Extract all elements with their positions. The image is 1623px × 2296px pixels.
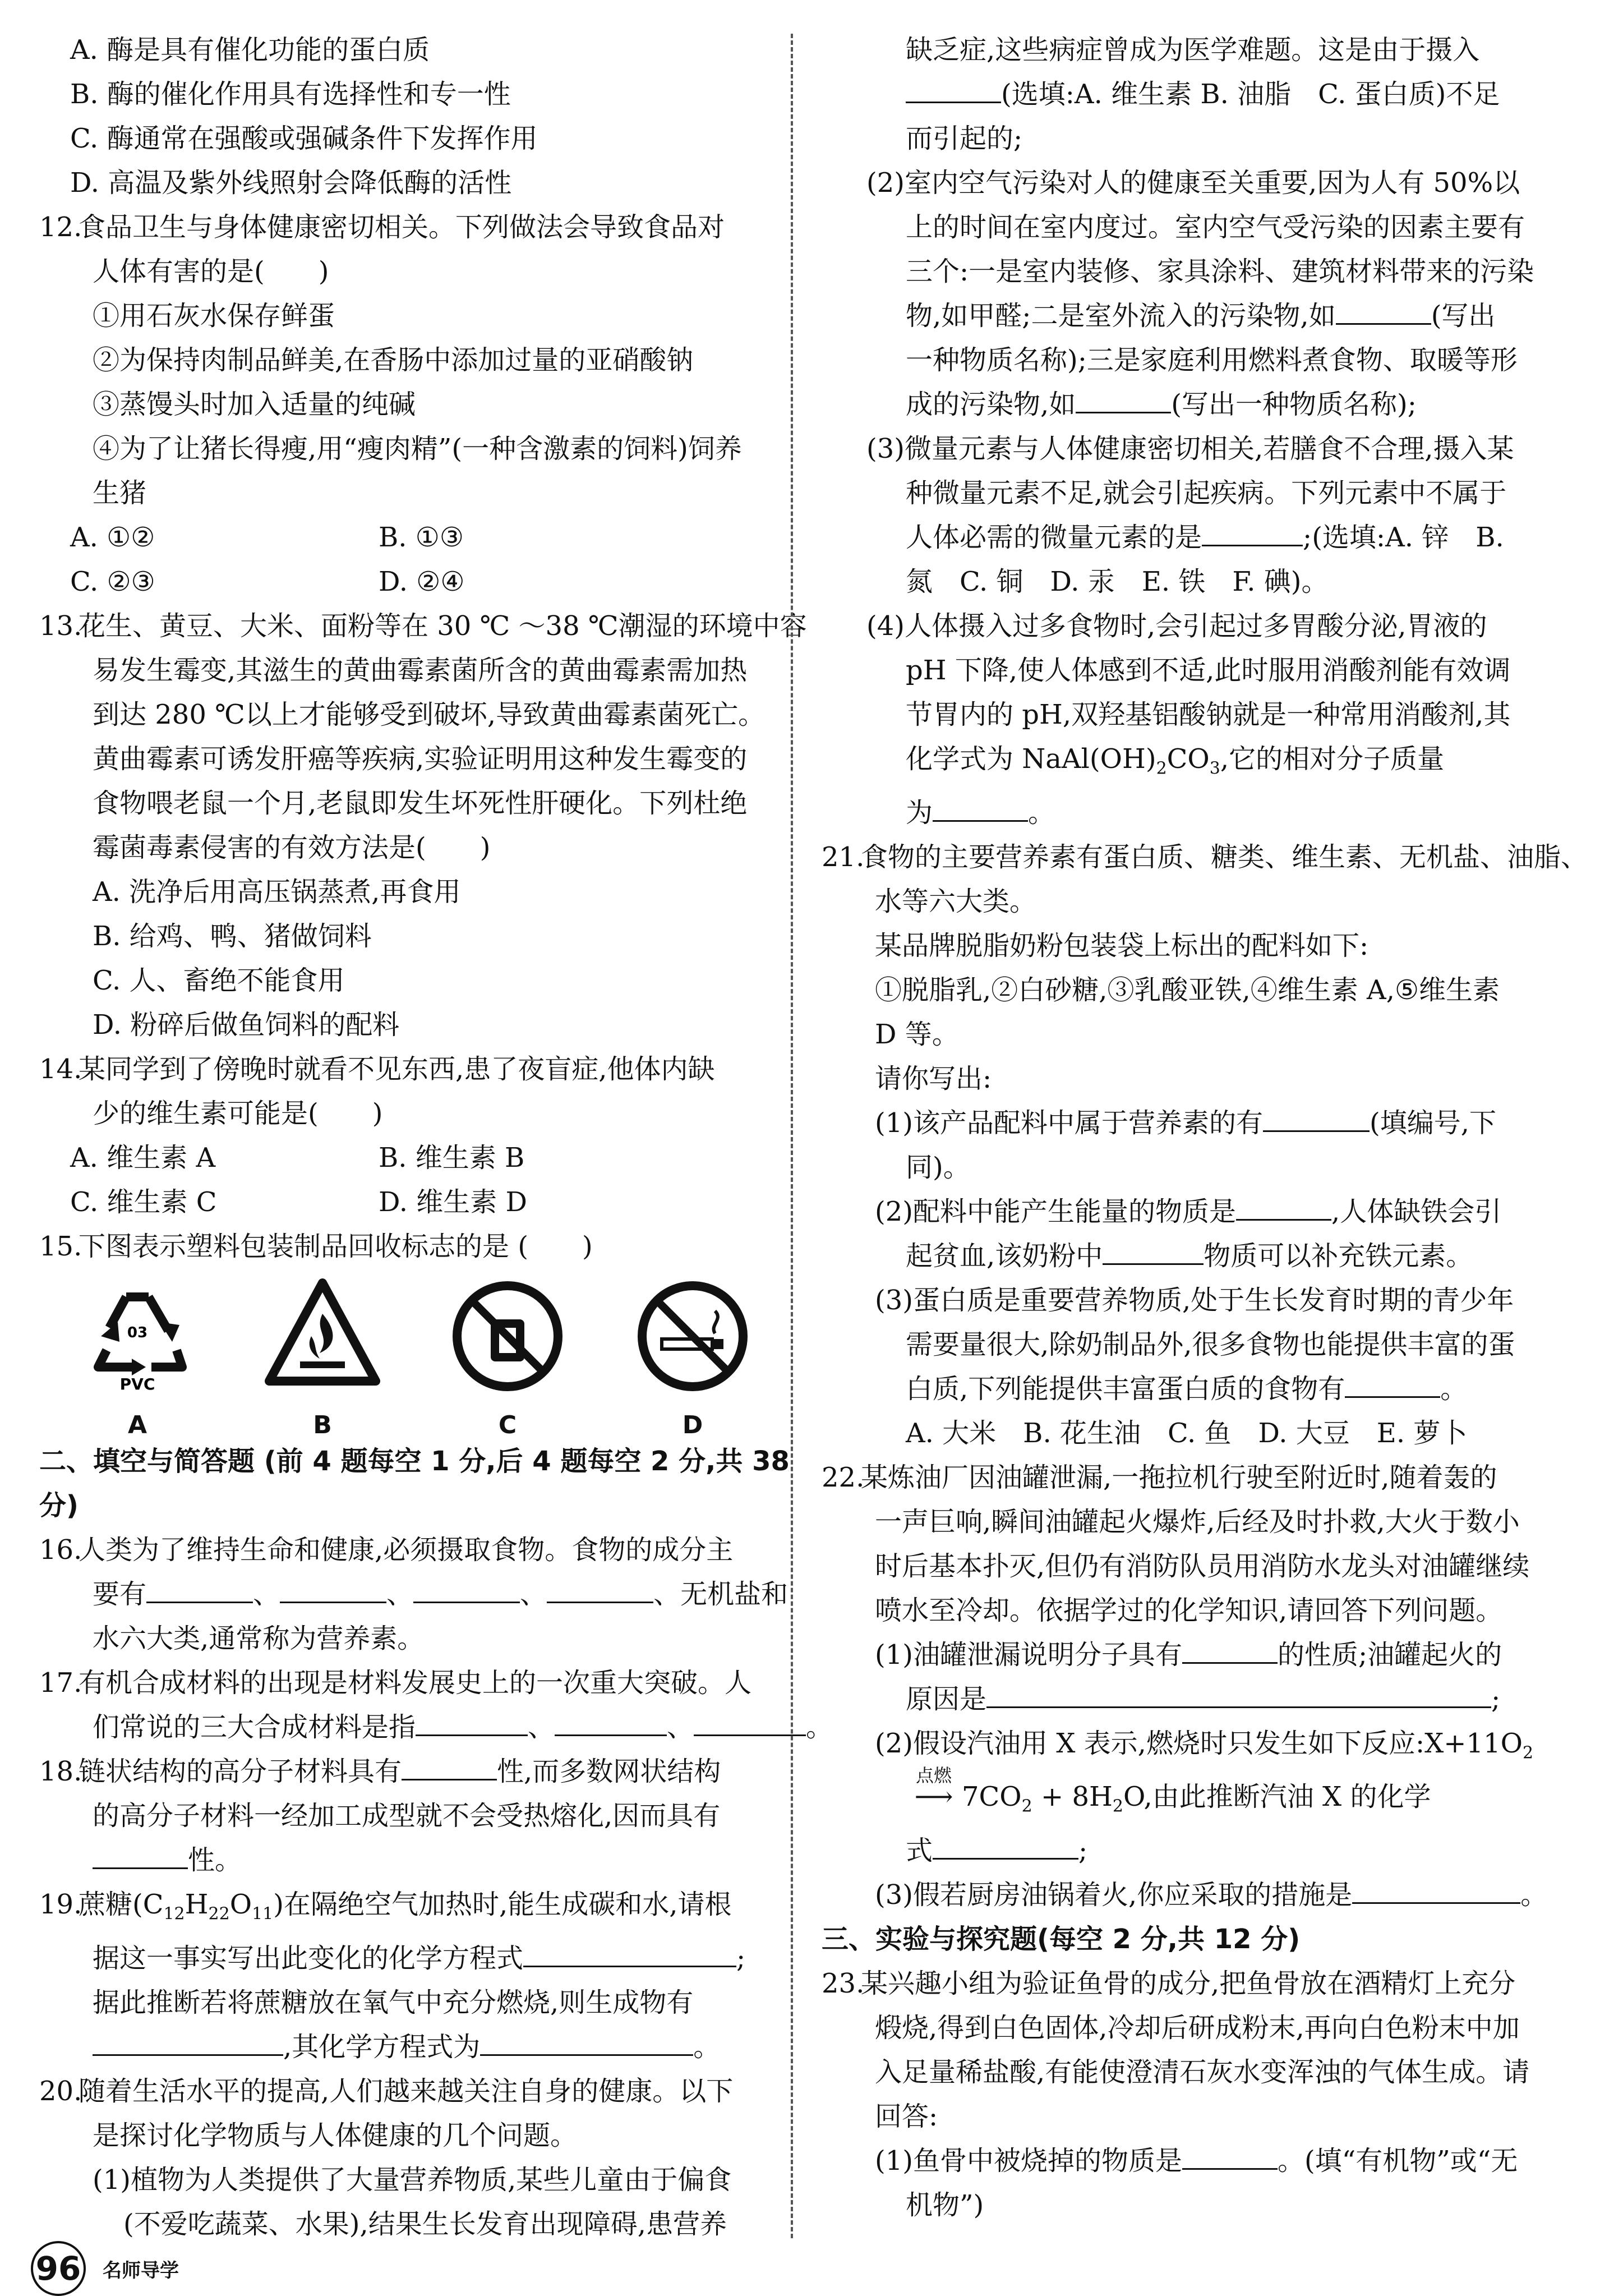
- q20-cont-1: 缺乏症,这些病症曾成为医学难题。这是由于摄入: [906, 34, 1480, 66]
- q16-stem-3: 水六大类,通常称为营养素。: [93, 1623, 425, 1654]
- q22-part-2-answer: 式 ;: [906, 1834, 1088, 1866]
- answer-blank[interactable]: [1202, 522, 1303, 546]
- q12-option-b: B. ①③: [379, 522, 464, 553]
- answer-blank[interactable]: [402, 1756, 497, 1780]
- q15-icons: [39, 1274, 774, 1439]
- q13-stem-4: 黄曲霉素可诱发肝癌等疾病,实验证明用这种发生霉变的: [93, 743, 748, 775]
- q21-stem-6: 请你写出:: [875, 1062, 992, 1094]
- recycle-icon: [76, 1274, 199, 1398]
- q12-item-4-cont: 生猪: [93, 477, 147, 509]
- brand-name: 名师导学: [103, 2259, 179, 2282]
- q12-stem-2: 人体有害的是( ): [93, 256, 329, 287]
- q20-part-2-c: 三个:一是室内装修、家具涂料、建筑材料带来的污染: [906, 256, 1534, 287]
- q15-label-a: A: [127, 1411, 147, 1439]
- section-2-heading: 二、填空与简答题 (前 4 题每空 1 分,后 4 题每空 2 分,共 38: [39, 1446, 790, 1477]
- q15-icon-c: [443, 1274, 572, 1439]
- q12-options-row-1: [39, 516, 774, 560]
- answer-blank[interactable]: [1103, 1241, 1204, 1265]
- answer-blank[interactable]: [1263, 1108, 1370, 1132]
- answer-blank[interactable]: [555, 1712, 667, 1736]
- q12-item-3: ③蒸馒头时加入适量的纯碱: [93, 389, 416, 420]
- q12-stem: 12.食品卫生与身体健康密切相关。下列做法会导致食品对: [39, 211, 725, 243]
- column-divider: [791, 34, 793, 2238]
- q21-part-3-options: A. 大米 B. 花生油 C. 鱼 D. 大豆 E. 萝卜: [906, 1417, 1468, 1449]
- q22-stem-4: 喷水至冷却。依据学过的化学知识,请回答下列问题。: [875, 1594, 1503, 1626]
- q20-part-4-b: pH 下降,使人体感到不适,此时服用消酸剂能有效调: [906, 655, 1511, 686]
- answer-blank[interactable]: [1352, 1880, 1520, 1904]
- q23-stem: 23.某兴趣小组为验证鱼骨的成分,把鱼骨放在酒精灯上充分: [822, 1967, 1516, 1999]
- icon-a-text: PVC: [119, 1375, 155, 1393]
- q13-option-a: A. 洗净后用高压锅蒸煮,再食用: [93, 876, 461, 908]
- q15-stem: 15.下图表示塑料包装制品回收标志的是 ( ): [39, 1231, 593, 1262]
- answer-blank[interactable]: [413, 1579, 520, 1603]
- right-column: [822, 28, 1588, 2228]
- q18-stem: 18.链状结构的高分子材料具有 性,而多数网状结构: [39, 1756, 721, 1787]
- q12-item-1: ①用石灰水保存鲜蛋: [93, 300, 335, 332]
- q16-blanks: 要有 、 、 、 、无机盐和: [93, 1579, 789, 1610]
- q13-stem-2: 易发生霉变,其滋生的黄曲霉素菌所含的黄曲霉素需加热: [93, 655, 748, 686]
- q20-part-2-d: 物,如甲醛;二是室外流入的污染物,如 (写出: [906, 300, 1496, 332]
- q14-option-a: A. 维生素 A: [70, 1142, 216, 1174]
- answer-blank[interactable]: [1182, 2146, 1278, 2170]
- answer-blank[interactable]: [1076, 389, 1171, 413]
- q21-stem-3: 某品牌脱脂奶粉包装袋上标出的配料如下:: [875, 930, 1369, 961]
- q22-part-3: (3)假若厨房油锅着火,你应采取的措施是 。: [875, 1879, 1548, 1911]
- q21-part-1: (1)该产品配料中属于营养素的有 (填编号,下: [875, 1107, 1496, 1139]
- q21-stem-5: D 等。: [875, 1018, 959, 1050]
- q20-part-2-f: 成的污染物,如 (写出一种物质名称);: [906, 389, 1417, 420]
- answer-blank[interactable]: [933, 1835, 1078, 1860]
- q11-option-b: B. 酶的催化作用具有选择性和专一性: [70, 79, 511, 110]
- q13-option-b: B. 给鸡、鸭、猪做饲料: [93, 921, 372, 952]
- q21-stem: 21.食物的主要营养素有蛋白质、糖类、维生素、无机盐、油脂、: [822, 841, 1588, 873]
- answer-blank[interactable]: [1236, 1197, 1331, 1221]
- q13-stem-3: 到达 280 ℃以上才能够受到破坏,导致黄曲霉素菌死亡。: [93, 699, 766, 730]
- q14-options-row-2: [39, 1180, 774, 1225]
- q20-part-4-d: 化学式为 $NaAl(OH)_2CO_3$,它的相对分子质量: [906, 743, 1445, 779]
- q15-icon-d: [628, 1274, 757, 1439]
- q19-stem: 19.蔗糖$(C_{12}H_{22}O_{11})$在隔绝空气加热时,能生成碳和水,请根: [39, 1889, 732, 1924]
- q20-part-3-c: 人体必需的微量元素的是 ;(选填:A. 锌 B.: [906, 522, 1504, 553]
- q15-label-b: B: [313, 1411, 332, 1439]
- no-littering-icon: [446, 1274, 569, 1398]
- q17-stem: 17.有机合成材料的出现是材料发展史上的一次重大突破。人: [39, 1667, 752, 1699]
- q21-part-2: (2)配料中能产生能量的物质是 ,人体缺铁会引: [875, 1195, 1502, 1227]
- q20-part-3-d: 氮 C. 铜 D. 汞 E. 铁 F. 碘)。: [906, 566, 1329, 597]
- q12-item-2: ②为保持肉制品鲜美,在香肠中添加过量的亚硝酸钠: [93, 344, 694, 376]
- q21-part-3-b: 需要量很大,除奶制品外,很多食物也能提供丰富的蛋: [906, 1328, 1515, 1360]
- q16-stem: 16.人类为了维持生命和健康,必须摄取食物。食物的成分主: [39, 1534, 734, 1566]
- q23-stem-3: 入足量稀盐酸,有能使澄清石灰水变浑浊的气体生成。请: [875, 2056, 1530, 2088]
- q19-stem-3: 据此推断若将蔗糖放在氧气中充分燃烧,则生成物有: [93, 1986, 694, 2018]
- icon-a-code: 03: [127, 1324, 148, 1341]
- answer-blank[interactable]: [280, 1579, 386, 1603]
- q20-part-4: (4)人体摄入过多食物时,会引起过多胃酸分泌,胃液的: [866, 610, 1487, 642]
- q14-stem: 14.某同学到了傍晚时就看不见东西,患了夜盲症,他体内缺: [39, 1053, 715, 1085]
- q14-option-b: B. 维生素 B: [379, 1142, 525, 1174]
- q20-part-3-b: 种微量元素不足,就会引起疾病。下列元素中不属于: [906, 477, 1507, 509]
- section-3-heading: 三、实验与探究题(每空 2 分,共 12 分): [822, 1923, 1301, 1955]
- q21-part-3: (3)蛋白质是重要营养物质,处于生长发育时期的青少年: [875, 1284, 1514, 1316]
- answer-blank[interactable]: [146, 1579, 253, 1603]
- q12-option-d: D. ②④: [379, 566, 465, 597]
- reaction-arrow: 点燃 ⟶: [914, 1765, 953, 1813]
- q19-stem-2: 据这一事实写出此变化的化学方程式 ;: [93, 1942, 746, 1974]
- flammable-warning-icon: [261, 1274, 384, 1398]
- section-2-heading-cont: 分): [39, 1490, 79, 1521]
- q15-label-c: C: [498, 1411, 517, 1439]
- q21-part-1-cont: 同)。: [906, 1151, 970, 1183]
- q18-stem-2: 的高分子材料一经加工成型就不会受热熔化,因而具有: [93, 1800, 721, 1832]
- q20-stem: 20.随着生活水平的提高,人们越来越关注自身的健康。以下: [39, 2075, 734, 2107]
- answer-blank[interactable]: [694, 1712, 806, 1736]
- q11-option-d: D. 高温及紫外线照射会降低酶的活性: [70, 167, 512, 199]
- q15-icon-b: [258, 1274, 387, 1439]
- q20-part-2-b: 上的时间在室内度过。室内空气受污染的因素主要有: [906, 211, 1525, 243]
- q22-part-1-cont: 原因是 ;: [906, 1683, 1501, 1715]
- q14-option-d: D. 维生素 D: [379, 1186, 528, 1218]
- q20-cont-3: 而引起的;: [906, 123, 1023, 154]
- q21-part-3-c: 白质,下列能提供丰富蛋白质的食物有 。: [906, 1373, 1468, 1405]
- q21-stem-4: ①脱脂乳,②白砂糖,③乳酸亚铁,④维生素 A,⑤维生素: [875, 974, 1500, 1006]
- q23-stem-4: 回答:: [875, 2100, 938, 2132]
- answer-blank[interactable]: [416, 1712, 528, 1736]
- answer-blank[interactable]: [906, 79, 1001, 103]
- q22-stem-3: 时后基本扑灭,但仍有消防队员用消防水龙头对油罐继续: [875, 1550, 1530, 1582]
- q14-stem-2: 少的维生素可能是( ): [93, 1098, 383, 1129]
- answer-blank[interactable]: [93, 1845, 188, 1869]
- answer-blank[interactable]: [93, 2032, 283, 2056]
- q23-part-1-cont: 机物”): [906, 2189, 984, 2221]
- q12-item-4: ④为了让猪长得瘦,用“瘦肉精”(一种含激素的饲料)饲养: [93, 433, 742, 464]
- q13-stem-6: 霉菌毒素侵害的有效方法是( ): [93, 832, 491, 863]
- answer-blank[interactable]: [1182, 1640, 1278, 1664]
- q22-part-2-cont: 点燃 ⟶ $7CO_2 + 8H_2O$,由此推断汽油 X 的化学: [822, 1775, 1573, 1829]
- q13-option-d: D. 粉碎后做鱼饲料的配料: [93, 1009, 400, 1041]
- q11-option-c: C. 酶通常在强酸或强碱条件下发挥作用: [70, 123, 538, 154]
- q18-stem-3: 性。: [39, 1838, 774, 1883]
- left-column: [39, 28, 833, 2247]
- q12-option-a: A. ①②: [70, 522, 155, 553]
- q21-part-2-cont: 起贫血,该奶粉中 物质可以补充铁元素。: [906, 1240, 1473, 1272]
- q15-label-d: D: [682, 1411, 703, 1439]
- q20-stem-2: 是探讨化学物质与人体健康的几个问题。: [93, 2119, 578, 2151]
- page-footer: [31, 2241, 179, 2296]
- q13-stem-5: 食物喂老鼠一个月,老鼠即发生坏死性肝硬化。下列杜绝: [93, 788, 748, 819]
- q15-icon-a: [73, 1274, 202, 1439]
- q12-option-c: C. ②③: [70, 566, 155, 597]
- q17-blanks: 们常说的三大合成材料是指 、 、 。: [93, 1711, 833, 1743]
- answer-blank[interactable]: [523, 1943, 736, 1967]
- q14-option-c: C. 维生素 C: [70, 1186, 217, 1218]
- q22-stem: 22.某炼油厂因油罐泄漏,一拖拉机行驶至附近时,随着轰的: [822, 1461, 1497, 1493]
- page-number: 96: [31, 2241, 86, 2296]
- q20-part-1: (1)植物为人类提供了大量营养物质,某些儿童由于偏食: [93, 2164, 732, 2196]
- q13-stem: 13.花生、黄豆、大米、面粉等在 30 ℃ ～38 ℃潮湿的环境中容: [39, 610, 807, 642]
- q11-option-a: A. 酶是具有催化功能的蛋白质: [70, 34, 430, 66]
- q20-part-3: (3)微量元素与人体健康密切相关,若膳食不合理,摄入某: [866, 433, 1514, 464]
- q20-part-2: (2)室内空气污染对人的健康至关重要,因为人有 50%以: [866, 167, 1520, 199]
- answer-blank[interactable]: [986, 1684, 1491, 1708]
- q22-part-1: (1)油罐泄漏说明分子具有 的性质;油罐起火的: [875, 1639, 1502, 1671]
- q23-part-1: (1)鱼骨中被烧掉的物质是 。(填“有机物”或“无: [875, 2145, 1518, 2177]
- q20-part-2-e: 一种物质名称);三是家庭利用燃料煮食物、取暖等形: [906, 344, 1518, 376]
- q20-part-1-cont: (不爱吃蔬菜、水果),结果生长发育出现障碍,患营养: [123, 2208, 727, 2240]
- q23-stem-2: 煅烧,得到白色固体,冷却后研成粉末,再向白色粉末中加: [875, 2012, 1520, 2044]
- answer-blank[interactable]: [933, 798, 1028, 822]
- q22-part-2: (2)假设汽油用 X 表示,燃烧时只发生如下反应$:X+11O_2$: [875, 1727, 1534, 1763]
- answer-blank[interactable]: [1336, 301, 1431, 325]
- q13-option-c: C. 人、畜绝不能食用: [93, 965, 345, 996]
- q12-options-row-2: [39, 560, 774, 604]
- q20-cont-2: (选填:A. 维生素 B. 油脂 C. 蛋白质)不足: [822, 72, 1573, 117]
- q19-stem-4: ,其化学方程式为 。: [39, 2025, 774, 2069]
- q22-stem-2: 一声巨响,瞬间油罐起火爆炸,后经及时扑救,大火于数小: [875, 1506, 1520, 1538]
- q14-options-row-1: [39, 1136, 774, 1180]
- q21-stem-2: 水等六大类。: [875, 885, 1037, 917]
- answer-blank[interactable]: [480, 2032, 693, 2056]
- answer-blank[interactable]: [547, 1579, 653, 1603]
- q20-part-4-e: 为 。: [906, 797, 1055, 829]
- no-smoking-icon: [631, 1274, 754, 1398]
- answer-blank[interactable]: [1345, 1374, 1440, 1398]
- q20-part-4-c: 节胃内的 pH,双羟基铝酸钠就是一种常用消酸剂,其: [906, 699, 1511, 730]
